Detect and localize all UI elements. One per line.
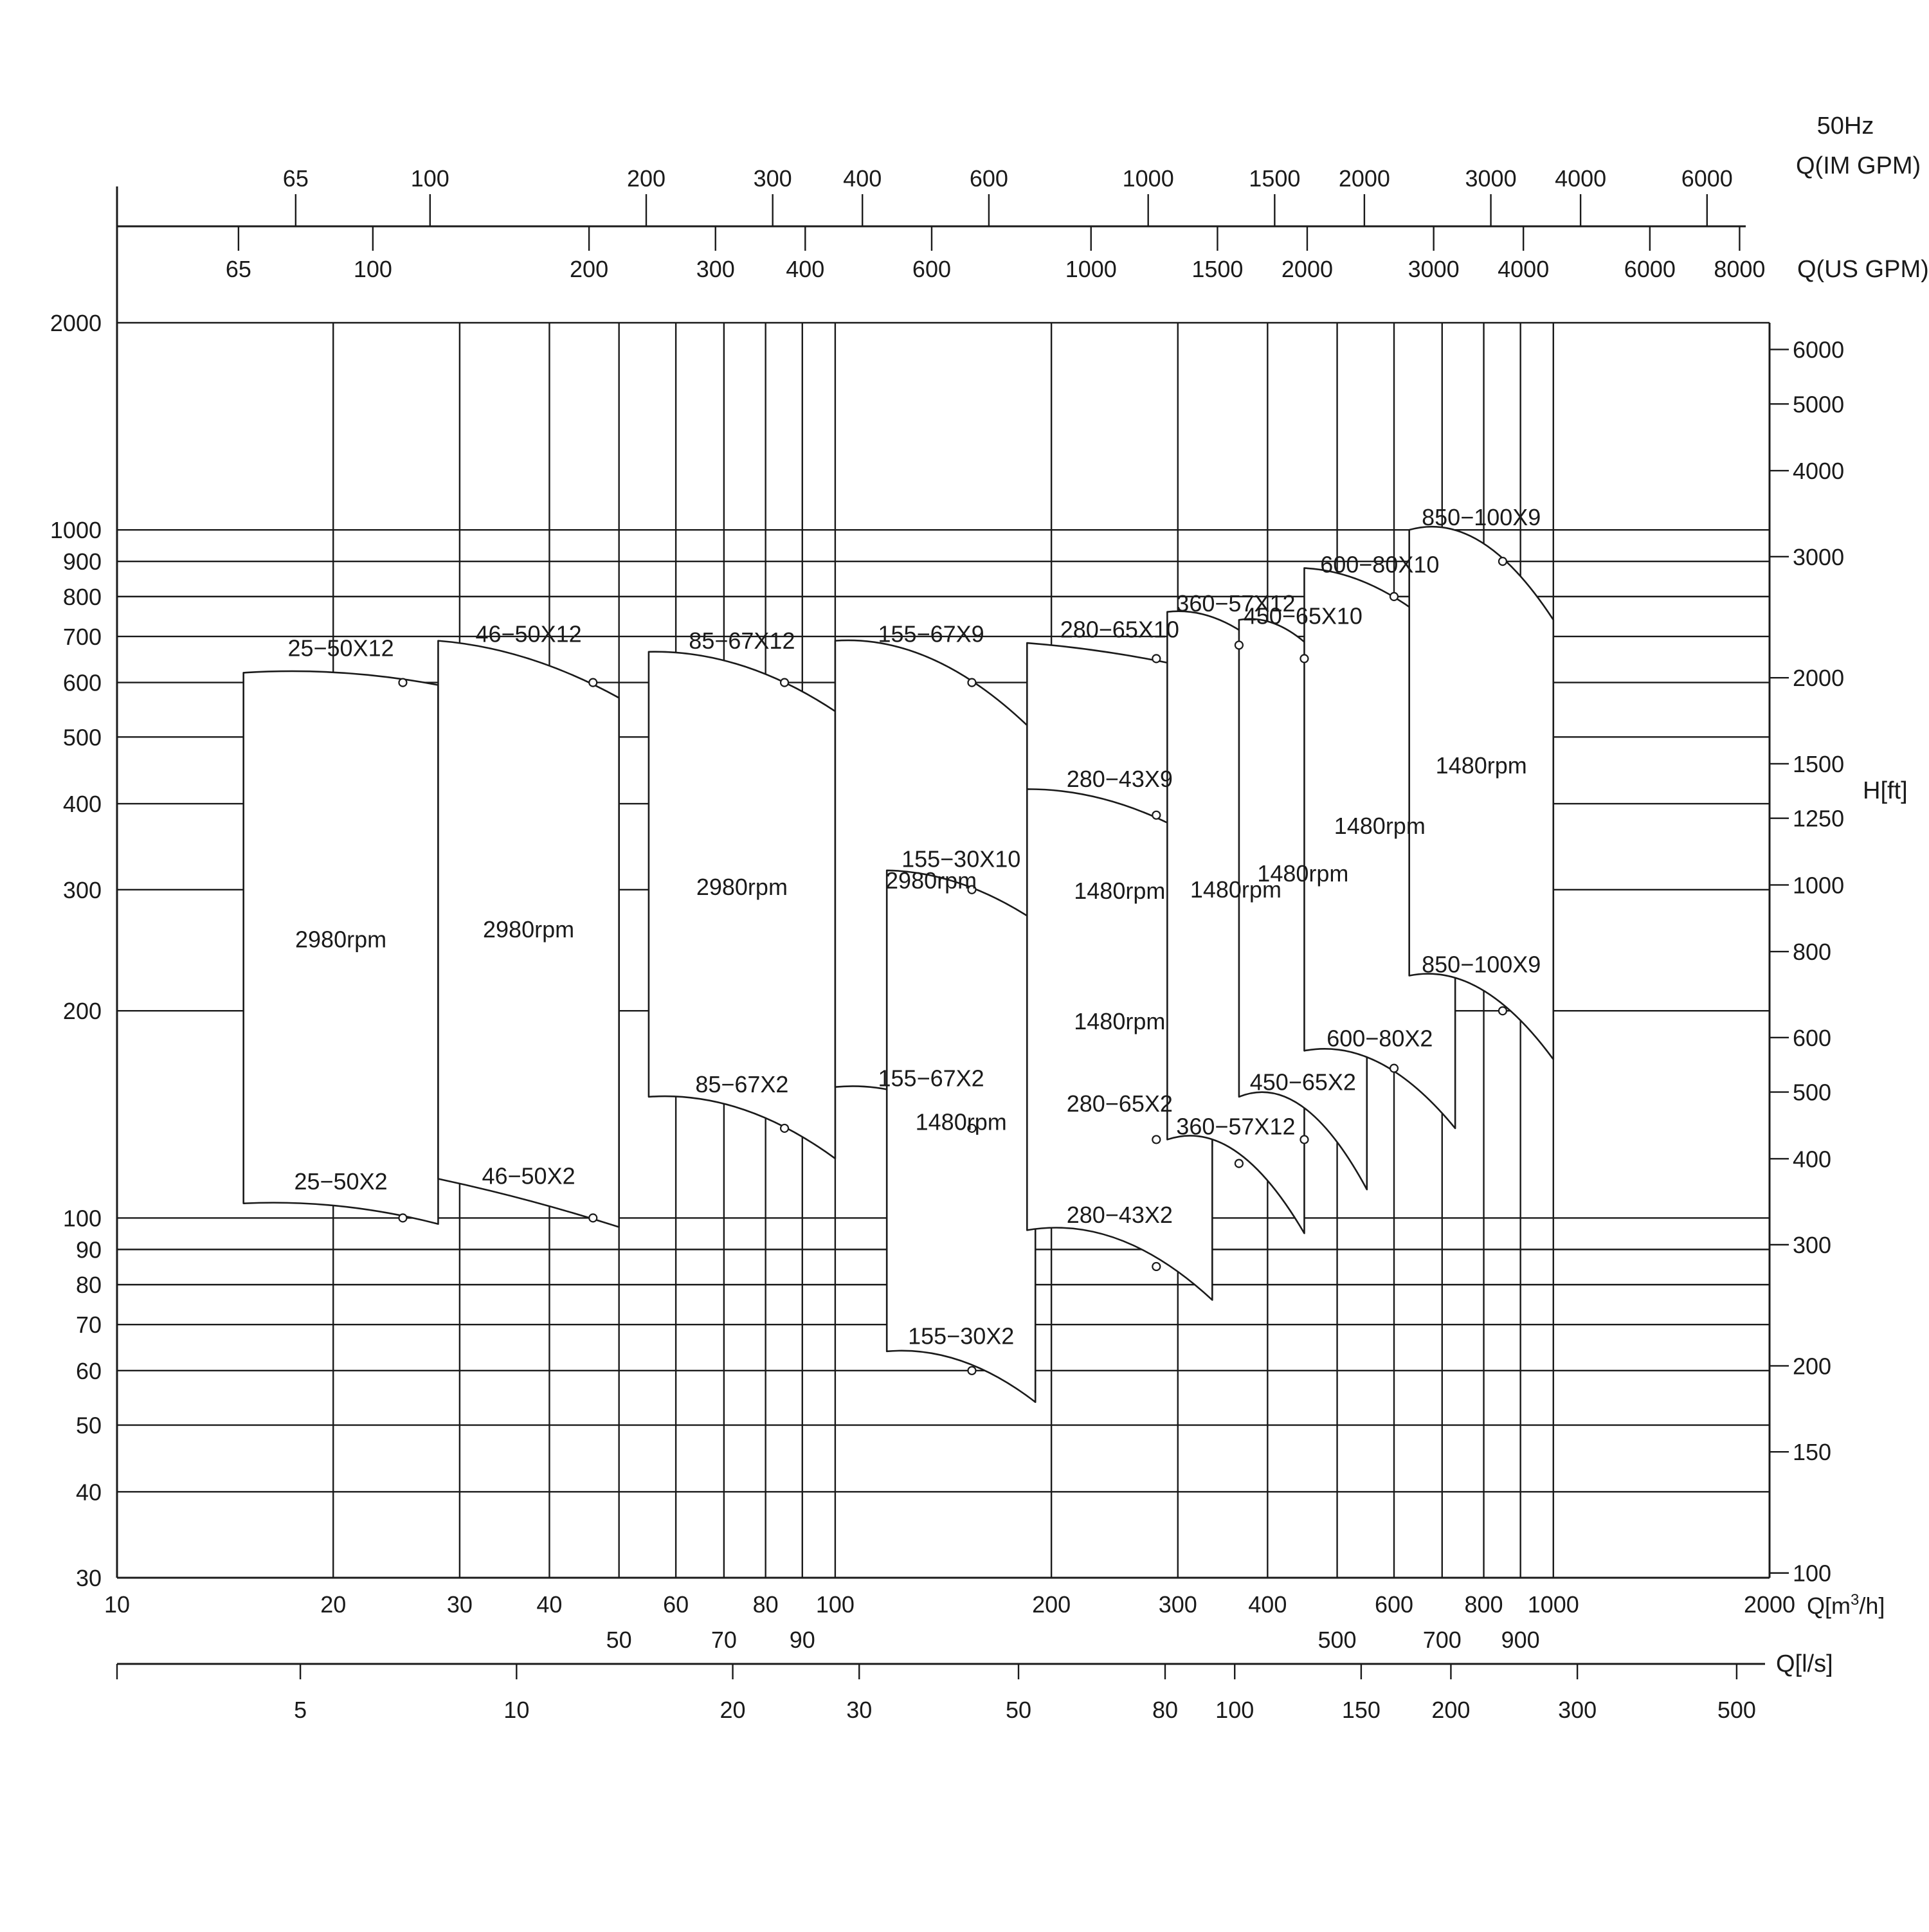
duty-point-46-50X2 (589, 1214, 597, 1222)
im-gpm-tick-label: 2000 (1338, 165, 1390, 192)
flow-m3h-tick-label: 90 (789, 1627, 815, 1653)
im-gpm-tick-label: 4000 (1555, 165, 1607, 192)
head-ft-tick-label: 3000 (1793, 543, 1845, 570)
model-label-46-50: 46−50X12 (475, 620, 582, 647)
duty-point-360-57X12-min (1235, 1160, 1243, 1168)
flow-m3h-tick-label: 900 (1501, 1627, 1540, 1653)
duty-point-155-30X2 (968, 1367, 975, 1375)
head-m-tick-label: 70 (75, 1312, 102, 1339)
us-gpm-tick-label: 100 (353, 256, 392, 282)
head-ft-tick-label: 200 (1793, 1353, 1832, 1380)
im-gpm-tick-label: 400 (843, 165, 882, 192)
head-m-tick-label: 40 (75, 1479, 102, 1506)
im-gpm-tick-label: 3000 (1465, 165, 1517, 192)
head-m-tick-label: 100 (62, 1205, 102, 1232)
head-ft-axis-label: H[ft] (1863, 777, 1908, 804)
model-label-450-65: 450−65X10 (1243, 602, 1363, 629)
duty-point-280-43X2 (1152, 1263, 1160, 1270)
flow-m3h-tick-label: 70 (711, 1627, 737, 1653)
duty-point-46-50X12 (589, 679, 597, 687)
us-gpm-tick-label: 8000 (1714, 256, 1766, 282)
rpm-label-280-43: 1480rpm (1074, 1008, 1166, 1035)
head-m-tick-label: 2000 (50, 310, 102, 336)
rpm-label-85-67: 2980rpm (696, 874, 788, 901)
head-m-tick-label: 200 (62, 998, 102, 1025)
model-label-min-155-67: 155−67X2 (878, 1065, 984, 1092)
flow-m3h-tick-label: 400 (1248, 1591, 1287, 1618)
us-gpm-tick-label: 1500 (1191, 256, 1244, 282)
us-gpm-tick-label: 300 (696, 256, 735, 282)
rpm-label-850-100: 1480rpm (1435, 752, 1527, 779)
head-ft-tick-label: 100 (1793, 1560, 1832, 1587)
flow-ls-tick-label: 300 (1558, 1697, 1597, 1723)
head-m-tick-label: 50 (75, 1412, 102, 1439)
flow-m3h-tick-label: 500 (1318, 1627, 1357, 1653)
im-gpm-tick-label: 65 (282, 165, 309, 192)
flow-m3h-tick-label: 30 (446, 1591, 473, 1618)
head-m-tick-label: 90 (75, 1236, 102, 1263)
model-label-min-850-100: 850−100X9 (1422, 951, 1541, 978)
duty-point-450-65X10 (1300, 655, 1308, 662)
flow-ls-tick-label: 10 (503, 1697, 530, 1723)
model-label-min-360-57: 360−57X12 (1176, 1113, 1296, 1140)
flow-ls-tick-label: 100 (1215, 1697, 1254, 1723)
duty-point-85-67X12 (781, 679, 788, 687)
head-ft-tick-label: 1250 (1793, 805, 1845, 832)
model-label-85-67: 85−67X12 (689, 627, 795, 655)
head-ft-tick-label: 150 (1793, 1439, 1832, 1466)
flow-m3h-tick-label: 40 (536, 1591, 563, 1618)
frequency-label: 50Hz (1816, 113, 1874, 140)
flow-m3h-tick-label: 300 (1158, 1591, 1197, 1618)
us-gpm-tick-label: 3000 (1408, 256, 1460, 282)
duty-point-600-80X2 (1390, 1065, 1398, 1072)
duty-point-280-43X9 (1152, 811, 1160, 819)
flow-ls-tick-label: 5 (294, 1697, 307, 1723)
flow-m3h-tick-label: 200 (1032, 1591, 1071, 1618)
model-label-min-280-65: 280−65X2 (1066, 1090, 1173, 1117)
model-label-155-30: 155−30X10 (901, 845, 1021, 872)
head-ft-tick-label: 500 (1793, 1079, 1832, 1106)
flow-m3h-axis-label: $Q[m^3/h]$ (1807, 1591, 1885, 1619)
im-gpm-tick-label: 300 (753, 165, 792, 192)
model-label-min-450-65: 450−65X2 (1249, 1069, 1356, 1096)
duty-point-25-50X12 (399, 679, 406, 687)
head-m-tick-label: 700 (62, 623, 102, 650)
head-m-tick-label: 500 (62, 724, 102, 751)
rpm-label-600-80: 1480rpm (1334, 812, 1426, 839)
head-m-tick-label: 60 (75, 1357, 102, 1384)
flow-ls-tick-label: 500 (1717, 1697, 1756, 1723)
duty-point-850-100X9 (1499, 557, 1507, 565)
duty-point-850-100X9-min (1499, 1007, 1507, 1015)
us-gpm-tick-label: 65 (225, 256, 251, 282)
model-label-min-85-67: 85−67X2 (695, 1070, 789, 1097)
duty-point-280-65X10 (1152, 655, 1160, 662)
im-gpm-tick-label: 600 (969, 165, 1008, 192)
flow-m3h-tick-label: 600 (1374, 1591, 1414, 1618)
us-gpm-tick-label: 200 (570, 256, 609, 282)
us-gpm-tick-label: 6000 (1624, 256, 1676, 282)
model-label-280-65: 280−65X10 (1060, 616, 1179, 643)
rpm-label-46-50: 2980rpm (483, 916, 575, 943)
head-m-tick-label: 1000 (50, 517, 102, 544)
flow-m3h-tick-label: 80 (752, 1591, 779, 1618)
flow-ls-tick-label: 30 (846, 1697, 873, 1723)
duty-point-600-80X10 (1390, 593, 1398, 600)
head-ft-tick-label: 2000 (1793, 665, 1845, 692)
im-gpm-tick-label: 200 (626, 165, 666, 192)
head-ft-tick-label: 300 (1793, 1231, 1832, 1258)
head-ft-tick-label: 1000 (1793, 872, 1845, 899)
flow-m3h-tick-label: 2000 (1743, 1591, 1796, 1618)
head-ft-tick-label: 4000 (1793, 458, 1845, 485)
head-m-tick-label: 80 (75, 1272, 102, 1299)
flow-m3h-tick-label: 60 (663, 1591, 689, 1618)
im-gpm-tick-label: 100 (410, 165, 449, 192)
im-gpm-tick-label: 6000 (1681, 165, 1733, 192)
us-gpm-axis-label: Q(US GPM) (1797, 256, 1929, 283)
rpm-label-155-30: 1480rpm (915, 1108, 1007, 1135)
head-m-tick-label: 400 (62, 791, 102, 818)
im-gpm-tick-label: 1000 (1122, 165, 1174, 192)
head-m-tick-label: 30 (75, 1565, 102, 1591)
model-label-min-280-43: 280−43X2 (1066, 1202, 1173, 1229)
head-ft-tick-label: 6000 (1793, 336, 1845, 363)
us-gpm-tick-label: 1000 (1065, 256, 1117, 282)
rpm-label-360-57: 1480rpm (1190, 876, 1281, 903)
rpm-label-450-65: 1480rpm (1257, 860, 1349, 887)
model-label-min-155-30: 155−30X2 (908, 1323, 1015, 1350)
head-ft-tick-label: 800 (1793, 939, 1832, 966)
flow-ls-tick-label: 20 (720, 1697, 746, 1723)
duty-point-25-50X2 (399, 1214, 406, 1222)
head-m-tick-label: 300 (62, 876, 102, 903)
model-label-155-67: 155−67X9 (878, 620, 984, 647)
im-gpm-axis-label: Q(IM GPM) (1796, 152, 1921, 179)
head-ft-tick-label: 600 (1793, 1024, 1832, 1051)
model-label-850-100: 850−100X9 (1422, 504, 1541, 531)
model-label-min-46-50: 46−50X2 (482, 1162, 575, 1189)
model-label-25-50: 25−50X12 (287, 635, 394, 662)
duty-point-360-57X12 (1235, 641, 1243, 649)
us-gpm-tick-label: 600 (912, 256, 952, 282)
duty-point-85-67X2 (781, 1124, 788, 1132)
model-label-600-80: 600−80X10 (1320, 551, 1440, 578)
head-m-tick-label: 900 (62, 548, 102, 575)
duty-point-280-65X2 (1152, 1135, 1160, 1143)
model-label-280-43: 280−43X9 (1066, 766, 1173, 793)
head-m-tick-label: 600 (62, 669, 102, 696)
flow-m3h-tick-label: 1000 (1527, 1591, 1579, 1618)
rpm-label-155-67: 2980rpm (885, 867, 977, 894)
pump-envelopes (244, 527, 1553, 1402)
flow-ls-tick-label: 150 (1341, 1697, 1381, 1723)
duty-point-155-67X9 (968, 679, 975, 687)
flow-ls-tick-label: 80 (1152, 1697, 1179, 1723)
head-ft-tick-label: 5000 (1793, 391, 1845, 418)
im-gpm-tick-label: 1500 (1249, 165, 1301, 192)
flow-m3h-tick-label: 700 (1422, 1627, 1462, 1653)
rpm-label-280-65: 1480rpm (1074, 878, 1166, 905)
model-label-360-57: 360−57X12 (1176, 590, 1296, 617)
flow-ls-tick-label: 200 (1431, 1697, 1471, 1723)
head-m-tick-label: 800 (62, 583, 102, 610)
us-gpm-tick-label: 400 (786, 256, 825, 282)
flow-m3h-tick-label: 10 (104, 1591, 131, 1618)
flow-ls-tick-label: 50 (1005, 1697, 1032, 1723)
us-gpm-tick-label: 2000 (1281, 256, 1334, 282)
flow-m3h-tick-label: 20 (320, 1591, 347, 1618)
flow-ls-axis-label: Q[l/s] (1776, 1650, 1833, 1677)
head-ft-tick-label: 1500 (1793, 750, 1845, 777)
flow-m3h-tick-label: 50 (606, 1627, 632, 1653)
us-gpm-tick-label: 4000 (1498, 256, 1550, 282)
rpm-label-25-50: 2980rpm (295, 926, 387, 953)
model-label-min-600-80: 600−80X2 (1327, 1025, 1433, 1052)
duty-point-450-65X2 (1300, 1135, 1308, 1143)
flow-m3h-tick-label: 800 (1464, 1591, 1503, 1618)
flow-m3h-tick-label: 100 (815, 1591, 855, 1618)
head-ft-tick-label: 400 (1793, 1146, 1832, 1173)
model-label-min-25-50: 25−50X2 (294, 1168, 388, 1195)
